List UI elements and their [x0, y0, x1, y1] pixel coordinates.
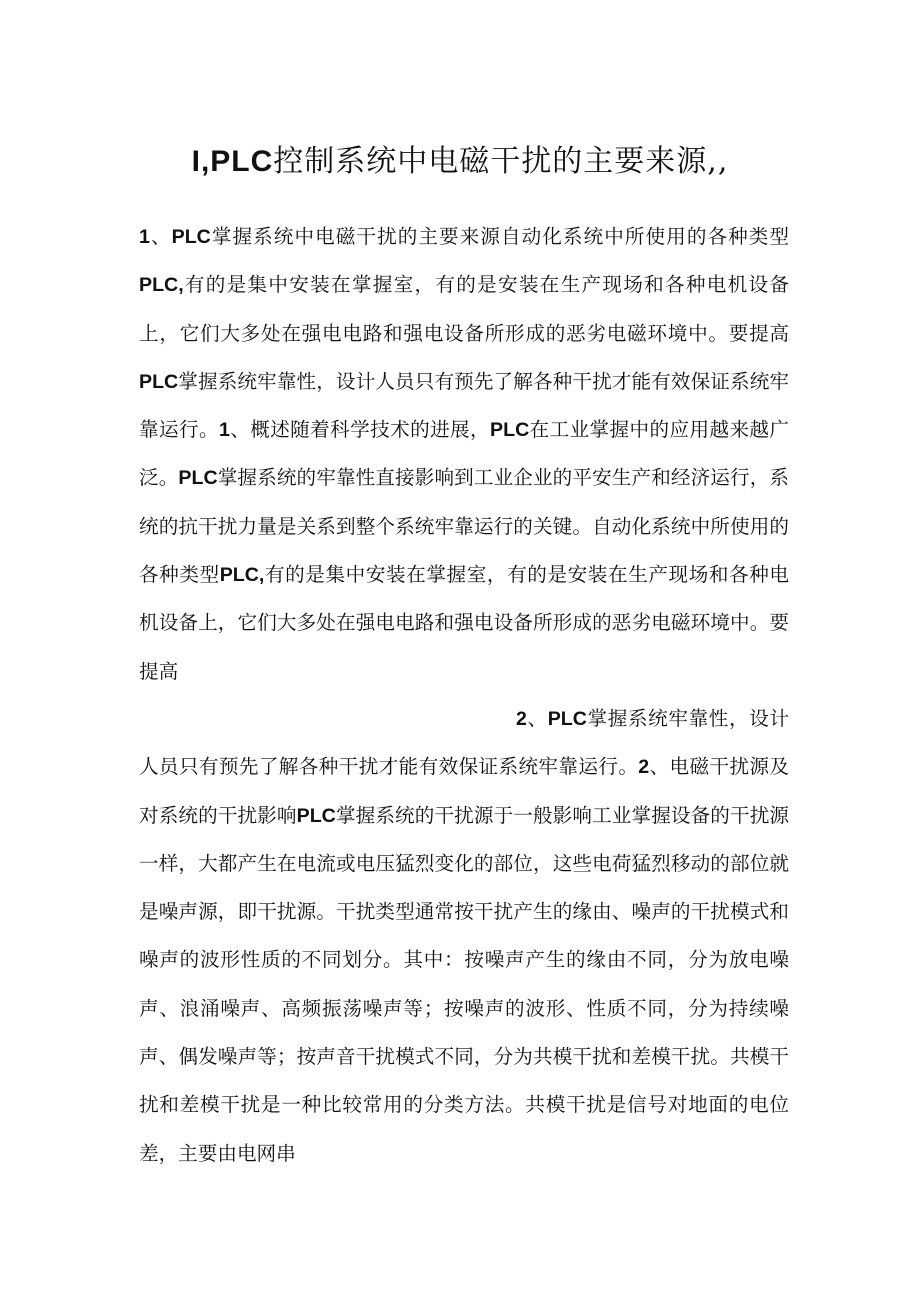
- document-title: [0, 140, 920, 184]
- paragraph-2: 2、PLC掌握系统牢靠性，设计人员只有预先了解各种干扰才能有效保证系统牢靠运行。2、电磁干扰源及对系统的干扰影响PLC掌握系统的干扰源于一般影响工业掌握设备的干扰源一样，大都产生在电流或电压猛烈变化的部位，这些电荷猛烈移动的部位就是噪声源，即干扰源。干扰类型通常按干扰产生的缘由、噪声的干扰模式和噪声的波形性质的不同划分。其中：按噪声产生的缘由不同，分为放电噪声、浪涌噪声、高频振荡噪声等；按噪声的波形、性质不同，分为持续噪声、偶发噪声等；按声音干扰模式不同，分为共模干扰和差模干扰。共模干扰和差模干扰是一种比较常用的分类方法。共模干扰是信号对地面的电位差，主要由电网串: [139, 707, 790, 1165]
- latin-run: 2: [516, 708, 527, 730]
- latin-run: PLC: [178, 467, 218, 490]
- title-prefix: I,: [191, 145, 211, 178]
- latin-run: 1: [218, 419, 230, 442]
- latin-run: PLC,: [219, 564, 265, 587]
- latin-run: 2: [638, 756, 650, 779]
- latin-run: PLC: [296, 804, 336, 827]
- latin-run: PLC,: [139, 274, 184, 297]
- latin-run: PLC: [490, 419, 530, 442]
- title-latin: PLC: [210, 145, 274, 178]
- latin-run: PLC: [547, 708, 587, 730]
- latin-run: PLC: [139, 370, 179, 393]
- title-text: 控制系统中电磁干扰的主要来源,,: [273, 144, 729, 179]
- latin-run: 1: [139, 226, 150, 248]
- latin-run: PLC: [171, 226, 211, 248]
- paragraph-1: 1、PLC掌握系统中电磁干扰的主要来源自动化系统中所使用的各种类型PLC,有的是集中安装在掌握室，有的是安装在生产现场和各种电机设备上，它们大多处在强电电路和强电设备所形成的恶劣电磁环境中。要提高PLC掌握系统牢靠性，设计人员只有预先了解各种干扰才能有效保证系统牢靠运行。1、概述随着科学技术的进展，PLC在工业掌握中的应用越来越广泛。PLC掌握系统的牢靠性直接影响到工业企业的平安生产和经济运行，系统的抗干扰力量是关系到整个系统牢靠运行的关键。自动化系统中所使用的各种类型PLC,有的是集中安装在掌握室，有的是安装在生产现场和各种电机设备上，它们大多处在强电电路和强电设备所形成的恶劣电磁环境中。要提高: [139, 225, 790, 683]
